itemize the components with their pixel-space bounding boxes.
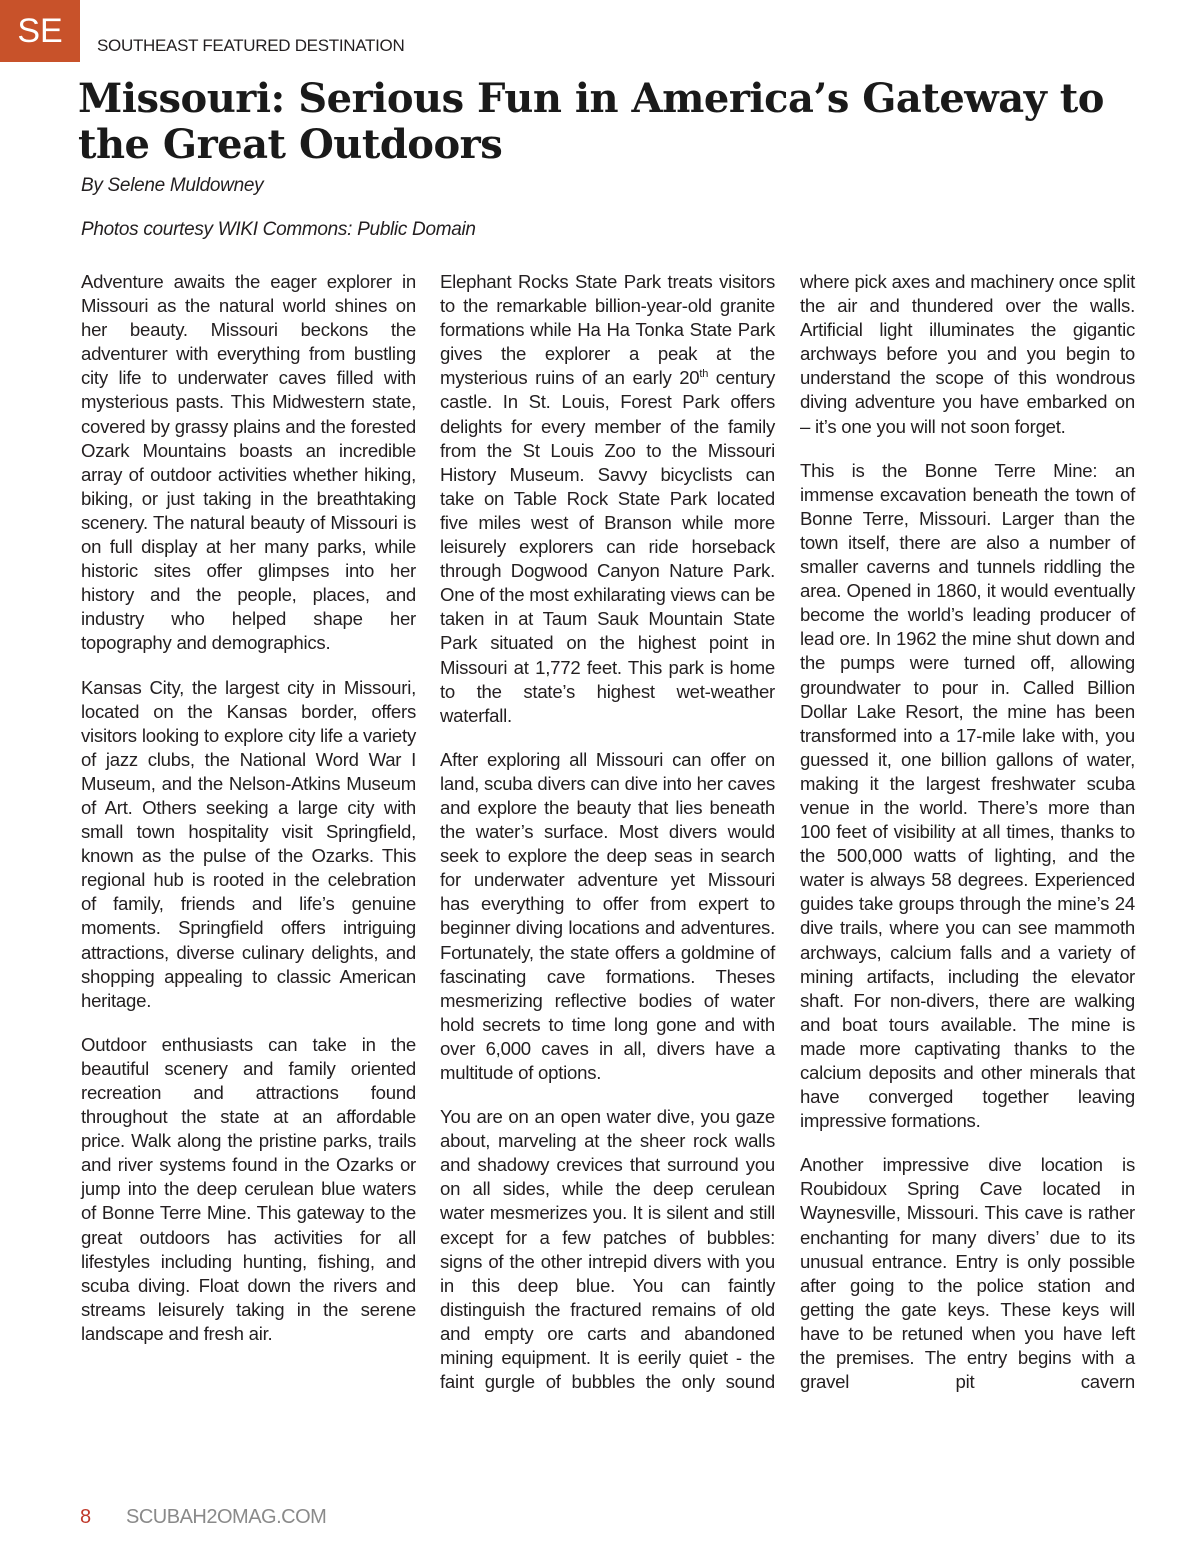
byline: By Selene Muldowney bbox=[81, 175, 264, 196]
section-label: SOUTHEAST FEATURED DESTINATION bbox=[97, 36, 405, 55]
article-column-3 bbox=[800, 270, 1135, 1414]
site-url: SCUBAH2OMAG.COM bbox=[126, 1506, 327, 1528]
paragraph: You are on an open water dive, you gaze about, marveling at the sheer rock walls and shadowy crevices that surround you on all sides, while the deep cerulean water mesmerizes you. It is silent and still except for a few patches of bubbles: signs of the other intrepid divers with you in this deep blue. You can faintly distinguish the fractured remains of old and empty ore carts and abandoned mining equipment. It is eerily quiet - the faint gurgle of bubbles the only sound bbox=[440, 1106, 775, 1393]
photo-credit: Photos courtesy WIKI Commons: Public Domain bbox=[81, 219, 476, 240]
article-column-1 bbox=[81, 270, 416, 1366]
paragraph: Outdoor enthusiasts can take in the beautiful scenery and family oriented recreation and attractions found throughout the state at an affordable price. Walk along the pristine parks, trails and river systems found in the Ozarks or jump into the deep cerulean blue waters of Bonne Terre Mine. This gateway to the great outdoors has activities for all lifestyles including hunting, fishing, and scuba diving. Float down the rivers and streams leisurely taking in the serene landscape and fresh air. bbox=[81, 1033, 416, 1344]
paragraph: This is the Bonne Terre Mine: an immense excavation beneath the town of Bonne Terre, Missouri. Larger than the town itself, there are also a number of smaller caverns and tunnels riddling the area. Opened in 1860, it would eventually become the world’s leading producer of lead ore. In 1962 the mine shut down and the pumps were turned off, allowing groundwater to pour in. Called Billion Dollar Lake Resort, the mine has been transformed into a 17-mile lake with, you guessed it, one billion gallons of water, making it the largest freshwater scuba venue in the world. There’s more than 100 feet of visibility at all times, thanks to the 500,000 watts of lighting, and the water is always 58 degrees. Experienced guides take groups through the mine’s 24 dive trails, where you can see mammoth archways, calcium falls and a variety of mining artifacts, including the elevator shaft. For non-divers, there are walking and boat tours available. The mine is made more captivating thanks to the calcium deposits and other minerals that have converged together leaving impressive formations. bbox=[800, 459, 1135, 1132]
paragraph: Kansas City, the largest city in Missouri, located on the Kansas border, offers visitors looking to explore city life a variety of jazz clubs, the National Word War I Museum, and the Nelson-Atkins Museum of Art. Others seeking a large city with small town hospitality visit Springfield, known as the pulse of the Ozarks. This regional hub is rooted in the celebration of family, friends and life’s genuine moments. Springfield offers intriguing attractions, diverse culinary delights, and shopping appealing to classic American heritage. bbox=[81, 676, 416, 1011]
paragraph: Elephant Rocks State Park treats visitors to the remarkable billion-year-old granite formations while Ha Ha Tonka State Park gives the explorer a peak at the mysterious ruins of an early 20th century castle. In St. Louis, Forest Park offers delights for every member of the family from the St Louis Zoo to the Missouri History Museum. Savvy bicyclists can take on Table Rock State Park located five miles west of Branson while more leisurely explorers can ride horseback through Dogwood Canyon Nature Park. One of the most exhilarating views can be taken in at Taum Sauk Mountain State Park situated on the highest point in Missouri at 1,772 feet. This park is home to the state’s highest wet-weather waterfall. bbox=[440, 271, 776, 726]
paragraph: Another impressive dive location is Roubidoux Spring Cave located in Waynesville, Missouri. This cave is rather enchanting for many divers’ due to its unusual entrance. Entry is only possible after going to the police station and getting the gate keys. These keys will have to be retuned when you have left the premises. The entry begins with a gravel pit cavern bbox=[800, 1154, 1135, 1393]
page-number: 8 bbox=[80, 1506, 92, 1528]
section-badge: SE bbox=[0, 0, 80, 62]
paragraph: Adventure awaits the eager explorer in Missouri as the natural world shines on her beauty. Missouri beckons the adventurer with everything from bustling city life to underwater caves filled with mysterious pasts. This Midwestern state, covered by grassy plains and the forested Ozark Mountains boasts an incredible array of outdoor activities whether hiking, biking, or just taking in the breathtaking scenery. The natural beauty of Missouri is on full display at her many parks, while historic sites offer glimpses into her history and the people, places, and industry who helped shape her topography and demographics. bbox=[81, 271, 416, 654]
article-title: Missouri: Serious Fun in America’s Gateway to the Great Outdoors bbox=[78, 75, 1104, 168]
paragraph: After exploring all Missouri can offer on land, scuba divers can dive into her caves and explore the beauty that lies beneath the water’s surface. Most divers would seek to explore the deep seas in search for underwater adventure yet Missouri has everything to offer from expert to beginner diving locations and adventures. Fortunately, the state offers a goldmine of fascinating cave formations. Theses mesmerizing reflective bodies of water hold secrets to time long gone and with over 6,000 caves in all, divers have a multitude of options. bbox=[440, 748, 775, 1083]
article-column-2 bbox=[440, 270, 775, 1414]
paragraph: where pick axes and machinery once split the air and thundered over the walls. Artificial light illuminates the gigantic archways before you and you begin to understand the scope of this wondrous diving adventure you have embarked on – it’s one you will not soon forget. bbox=[800, 271, 1135, 437]
